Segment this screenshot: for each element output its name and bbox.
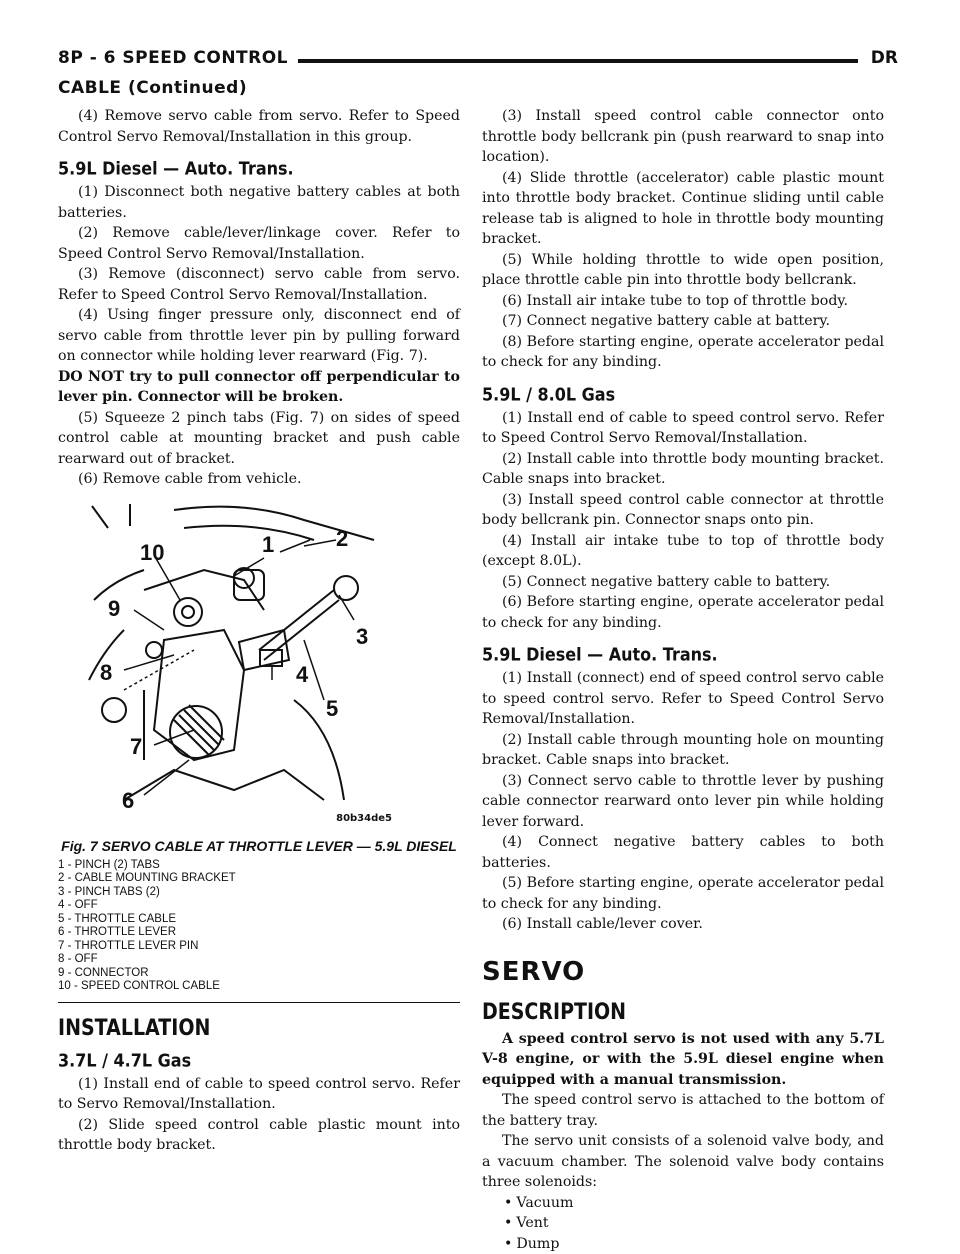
installation-heading: INSTALLATION	[58, 1015, 460, 1040]
paragraph: (2) Remove cable/lever/linkage cover. Refer to Speed Control Servo Removal/Installation.	[58, 223, 460, 264]
left-column	[58, 106, 460, 1156]
list-item: • Vacuum	[504, 1193, 884, 1214]
legend-item: 9 - CONNECTOR	[58, 967, 460, 981]
paragraph: (4) Remove servo cable from servo. Refer to Speed Control Servo Removal/Installation in this group.	[58, 106, 460, 147]
callout-8: 8	[100, 660, 112, 686]
continued-title: CABLE (Continued)	[58, 78, 247, 98]
paragraph: (6) Install cable/lever cover.	[482, 914, 884, 935]
legend-item: 8 - OFF	[58, 953, 460, 967]
figure-divider	[58, 1002, 460, 1003]
legend-item: 1 - PINCH (2) TABS	[58, 859, 460, 873]
header-code: DR	[863, 48, 898, 68]
note-text: A speed control servo is not used with any 5.7L V-8 engine, or with the 5.9L diesel engine when equipped with a manual transmission.	[482, 1029, 884, 1091]
callout-1: 1	[262, 532, 274, 558]
paragraph: (2) Install cable through mounting hole on mounting bracket. Cable snaps into bracket.	[482, 730, 884, 771]
paragraph: (5) Squeeze 2 pinch tabs (Fig. 7) on sides of speed control cable at mounting bracket and push cable rearward out of bracket.	[58, 408, 460, 470]
paragraph: (8) Before starting engine, operate accelerator pedal to check for any binding.	[482, 332, 884, 373]
paragraph: (2) Slide speed control cable plastic mount into throttle body bracket.	[58, 1115, 460, 1156]
figure-legend	[58, 859, 460, 994]
paragraph: (1) Install (connect) end of speed control servo cable to speed control servo. Refer to Speed Control Servo Removal/Installation.	[482, 668, 884, 730]
callout-7: 7	[130, 734, 142, 760]
section-heading: 5.9L / 8.0L Gas	[482, 384, 884, 405]
figure-7-illustration	[84, 500, 364, 830]
paragraph: (6) Before starting engine, operate accelerator pedal to check for any binding.	[482, 592, 884, 633]
figure-code: 80b34de5	[336, 813, 392, 824]
paragraph: (3) Connect servo cable to throttle lever by pushing cable connector rearward onto lever pin while holding lever forward.	[482, 771, 884, 833]
callout-9: 9	[108, 596, 120, 622]
legend-item: 6 - THROTTLE LEVER	[58, 926, 460, 940]
paragraph: (3) Remove (disconnect) servo cable from servo. Refer to Speed Control Servo Removal/Installation.	[58, 264, 460, 305]
paragraph: (4) Install air intake tube to top of throttle body (except 8.0L).	[482, 531, 884, 572]
paragraph: (5) Connect negative battery cable to battery.	[482, 572, 884, 593]
page-header	[58, 44, 898, 74]
paragraph: (4) Slide throttle (accelerator) cable plastic mount into throttle body bracket. Continue sliding until cable release tab is aligned to hole in throttle body mounting bracket.	[482, 168, 884, 250]
legend-item: 2 - CABLE MOUNTING BRACKET	[58, 872, 460, 886]
legend-item: 3 - PINCH TABS (2)	[58, 886, 460, 900]
description-heading: DESCRIPTION	[482, 999, 884, 1024]
paragraph: (1) Disconnect both negative battery cables at both batteries.	[58, 182, 460, 223]
paragraph: (2) Install cable into throttle body mounting bracket. Cable snaps into bracket.	[482, 449, 884, 490]
header-section: 8P - 6 SPEED CONTROL	[58, 48, 298, 68]
right-column	[482, 106, 884, 1254]
warning-text: DO NOT try to pull connector off perpendicular to lever pin. Connector will be broken.	[58, 367, 460, 408]
callout-4: 4	[296, 662, 308, 688]
callout-3: 3	[356, 624, 368, 650]
list-item: • Dump	[504, 1234, 884, 1254]
legend-item: 4 - OFF	[58, 899, 460, 913]
legend-item: 7 - THROTTLE LEVER PIN	[58, 940, 460, 954]
callout-6: 6	[122, 788, 134, 814]
paragraph: (6) Remove cable from vehicle.	[58, 469, 460, 490]
paragraph: (5) Before starting engine, operate accelerator pedal to check for any binding.	[482, 873, 884, 914]
paragraph: (3) Install speed control cable connector at throttle body bellcrank pin. Connector snaps onto pin.	[482, 490, 884, 531]
list-item: • Vent	[504, 1213, 884, 1234]
section-heading: 3.7L / 4.7L Gas	[58, 1050, 460, 1071]
legend-item: 10 - SPEED CONTROL CABLE	[58, 980, 460, 994]
paragraph: (4) Using finger pressure only, disconnect end of servo cable from throttle lever pin by pulling forward on connector while holding lever rearward (Fig. 7).	[58, 305, 460, 367]
paragraph: (7) Connect negative battery cable at battery.	[482, 311, 884, 332]
servo-heading: SERVO	[482, 957, 884, 987]
callout-10: 10	[140, 540, 164, 566]
paragraph: (1) Install end of cable to speed control servo. Refer to Servo Removal/Installation.	[58, 1074, 460, 1115]
figure-caption: Fig. 7 SERVO CABLE AT THROTTLE LEVER — 5.9L DIESEL	[58, 838, 460, 855]
section-heading: 5.9L Diesel — Auto. Trans.	[58, 158, 460, 179]
paragraph: (5) While holding throttle to wide open position, place throttle cable pin into throttle body bellcrank.	[482, 250, 884, 291]
callout-2: 2	[336, 526, 348, 552]
section-heading: 5.9L Diesel — Auto. Trans.	[482, 644, 884, 665]
paragraph: (6) Install air intake tube to top of throttle body.	[482, 291, 884, 312]
legend-item: 5 - THROTTLE CABLE	[58, 913, 460, 927]
paragraph: (4) Connect negative battery cables to both batteries.	[482, 832, 884, 873]
paragraph: The speed control servo is attached to the bottom of the battery tray.	[482, 1090, 884, 1131]
paragraph: (3) Install speed control cable connector onto throttle body bellcrank pin (push rearward to snap into location).	[482, 106, 884, 168]
paragraph: (1) Install end of cable to speed control servo. Refer to Speed Control Servo Removal/Installation.	[482, 408, 884, 449]
callout-5: 5	[326, 696, 338, 722]
solenoid-list	[482, 1193, 884, 1254]
paragraph: The servo unit consists of a solenoid valve body, and a vacuum chamber. The solenoid valve body contains three solenoids:	[482, 1131, 884, 1193]
